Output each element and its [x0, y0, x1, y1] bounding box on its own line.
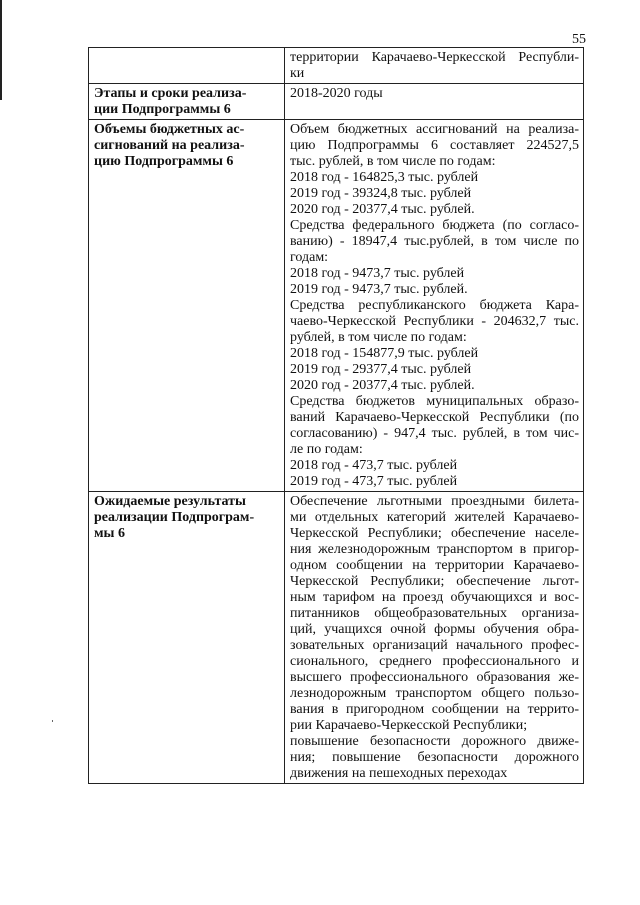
content-line: 2019 год - 39324,8 тыс. рублей: [290, 186, 472, 201]
row-stages-and-terms: [89, 84, 584, 120]
row-territory-continuation: [89, 48, 584, 84]
row-label-line: Ожидаемые результаты: [94, 494, 246, 509]
row-label-cell: [89, 84, 285, 120]
content-line: высшего профессионального образования же-: [290, 670, 579, 685]
content-line: движения на пешеходных переходах: [290, 766, 508, 781]
content-line: чаево-Черкесской Республики - 204632,7 тыс.: [290, 314, 579, 329]
content-line: 2018 год - 9473,7 тыс. рублей: [290, 266, 465, 281]
content-line: 2019 год - 473,7 тыс. рублей: [290, 474, 458, 489]
content-line: вания в пригородном сообщении на террито-: [290, 702, 579, 717]
content-line: Средства бюджетов муниципальных образо-: [290, 394, 579, 409]
row-label-line: ции Подпрограммы 6: [94, 102, 231, 117]
content-line: рублей, в том числе по годам:: [290, 330, 467, 345]
row-label-cell: [89, 48, 285, 84]
table-body: [89, 48, 584, 784]
content-line: ций, учащихся очной формы обучения обра-: [290, 622, 579, 637]
row-budget-volumes: [89, 120, 584, 492]
content-line: 2019 год - 29377,4 тыс. рублей: [290, 362, 472, 377]
content-line: повышение безопасности дорожного движе-: [290, 734, 579, 749]
content-line: годам:: [290, 250, 329, 265]
row-label-line: сигнований на реализа-: [94, 138, 245, 153]
row-content-cell: [285, 84, 584, 120]
content-line: питанников общеобразовательных организа-: [290, 606, 579, 621]
row-label-line: цию Подпрограммы 6: [94, 154, 234, 169]
content-line: 2019 год - 9473,7 тыс. рублей.: [290, 282, 468, 297]
content-line: ваний Карачаево-Черкесской Республики (по: [290, 410, 579, 425]
row-label-line: Объемы бюджетных ас-: [94, 122, 245, 137]
content-line: лезнодорожным транспортом общего пользо-: [290, 686, 579, 701]
content-line: зовательных организаций начального профес-: [290, 638, 579, 653]
row-label-line: мы 6: [94, 526, 125, 541]
content-line: территории Карачаево-Черкесской Республи-: [290, 50, 579, 65]
row-label-cell: [89, 120, 285, 492]
row-label-cell: [89, 492, 285, 784]
scan-speck: [52, 720, 53, 722]
row-label-line: Этапы и сроки реализа-: [94, 86, 247, 101]
content-line: 2018-2020 годы: [290, 86, 383, 101]
content-line: Средства федерального бюджета (по согласо-: [290, 218, 579, 233]
content-line: 2020 год - 20377,4 тыс. рублей.: [290, 202, 475, 217]
row-expected-results: [89, 492, 584, 784]
content-line: сионального, среднего профессионального и: [290, 654, 579, 669]
content-line: ния; повышение безопасности дорожного: [290, 750, 579, 765]
content-line: ле по годам:: [290, 442, 363, 457]
content-line: Черкесской Республики; обеспечение льгот-: [290, 574, 579, 589]
content-line: ния железнодорожным транспортом в пригор-: [290, 542, 579, 557]
row-label-line: реализации Подпрограм-: [94, 510, 255, 525]
content-line: Средства республиканского бюджета Кара-: [290, 298, 579, 313]
content-line: рии Карачаево-Черкесской Республики;: [290, 718, 528, 733]
content-line: ми отдельных категорий жителей Карачаево-: [290, 510, 579, 525]
row-content-cell: [285, 48, 584, 84]
content-line: Объем бюджетных ассигнований на реализа-: [290, 122, 579, 137]
content-line: цию Подпрограммы 6 составляет 224527,5: [290, 138, 579, 153]
row-content-cell: [285, 120, 584, 492]
content-line: 2018 год - 154877,9 тыс. рублей: [290, 346, 479, 361]
content-line: Обеспечение льготными проездными билета-: [290, 494, 579, 509]
content-line: 2020 год - 20377,4 тыс. рублей.: [290, 378, 475, 393]
content-line: Черкесской Республики; обеспечение населе-: [290, 526, 579, 541]
content-line: 2018 год - 164825,3 тыс. рублей: [290, 170, 479, 185]
content-line: ным тарифом на проезд обучающихся и вос-: [290, 590, 579, 605]
subprogram-passport-table: [88, 47, 584, 784]
row-content-cell: [285, 492, 584, 784]
content-line: одном сообщении на территории Карачаево-: [290, 558, 579, 573]
content-line: ванию) - 18947,4 тыс.рублей, в том числе по: [290, 234, 579, 249]
content-line: согласованию) - 947,4 тыс. рублей, в том чис-: [290, 426, 579, 441]
left-margin-mark: [0, 0, 2, 100]
content-line: тыс. рублей, в том числе по годам:: [290, 154, 496, 169]
content-line: ки: [290, 66, 305, 81]
content-line: 2018 год - 473,7 тыс. рублей: [290, 458, 458, 473]
page-number: 55: [572, 32, 586, 47]
